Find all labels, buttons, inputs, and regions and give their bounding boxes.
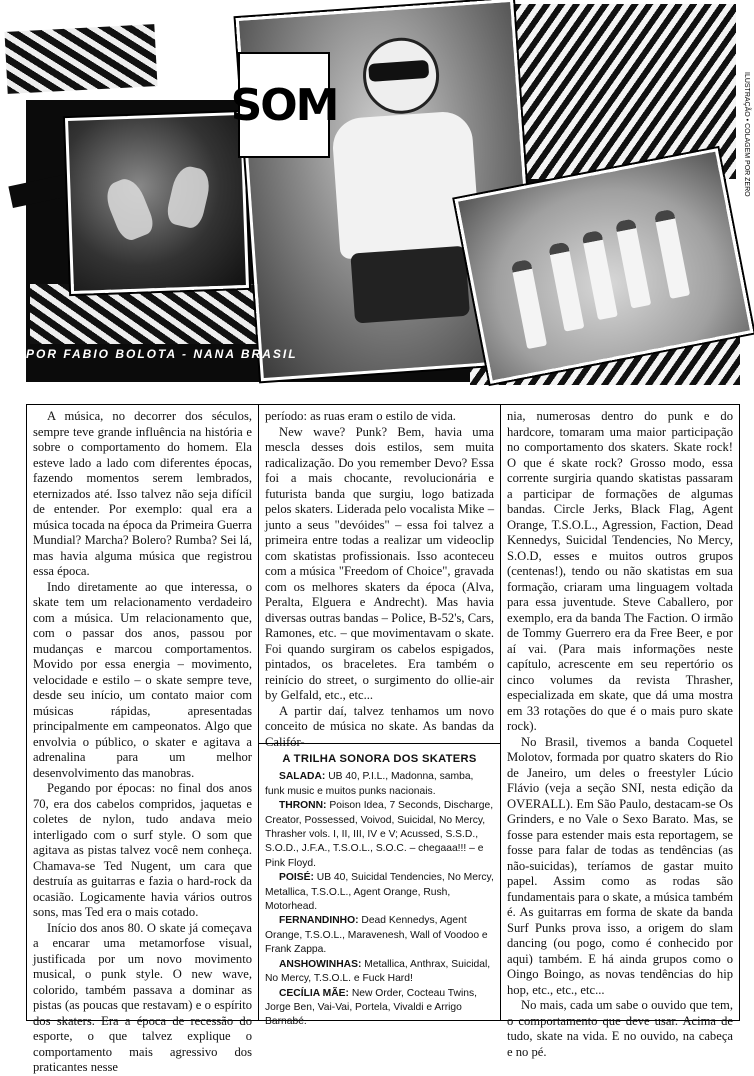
paragraph: período: as ruas eram o estilo de vida. [265,409,456,423]
skater-figure [548,241,584,331]
paragraph: nia, numerosas dentro do punk e do hardcore, tomaram uma maior participação no comportamento dos skaters. Skate rock! O que é skate rock? Grosso modo, essa corrente surgiria quando skatistas passaram a participar de formações de algumas bandas. Circle Jerks, Black Flag, Agent Orange, T.S.O.L., Agression, Faction, Dead Kennedys, Suicidal Tendencies, No Mercy, S.O.D, esses e muitos outros grupos (centenas!), tendo ou não skatistas em sua formação, criaram uma linguagem voltada para essa juventude. Steve Caballero, por exemplo, era da banda The Faction. O irmão de Tommy Guerrero era da Free Beer, e por aí vai. (Para mais informações neste capítulo, acrescente em seu repertório os cinco volumes da revista Thrasher, especializada em skate, que dá uma mostra em 33 rotações do que é o mais puro skate rock). [507,409,733,733]
skater-figure [511,259,547,349]
skater-figure [615,218,651,308]
skater-figure [581,230,617,320]
text-column-2 [259,405,501,1028]
entry-text: Dead Kennedys, Agent Orange, T.S.O.L., Maravenesh, Wall of Voodoo e Frank Zappa. [265,915,488,956]
entry-text: Metallica, Anthrax, Suicidal, No Mercy, T.S.O.L. e Fuck Hard! [265,958,491,985]
box-entry [265,871,494,914]
paragraph: A partir daí, talvez tenhamos um novo conceito de música no skate. As bandas da Califór- [265,703,494,749]
box-title: A TRILHA SONORA DOS SKATERS [282,753,477,765]
article-body [26,404,740,1074]
paragraph: Início dos anos 80. O skate já começava a encarar uma metamorfose visual, justificada por um novo movimento musical, o punk style. O new wave, colorido, também passava a dominar as pistas (as poucas que restavam) e o espírito dos skaters. Era a época de recessão do esporte, o que talvez explique o comportamento mais agressivo dos praticantes nesse [33,920,252,1074]
photo-collage [0,0,754,398]
paragraph: No mais, cada um sabe o ouvido que tem, o comportamento que deve usar. Acima de tudo, skate na vida. E no ouvido, na cabeça e no pé. [507,998,733,1059]
illustration-credit: ILUSTRAÇÃO • COLAGEM POR ZERO [743,72,750,197]
box-entry [265,770,494,799]
entry-name: ANSHOWINHAS: [279,958,362,970]
paragraph: A música, no decorrer dos séculos, sempre teve grande influência na história e sobre o comportamento do homem. Ela esteve lado a lado com diferentes épocas, fazendo momentos serem lembrados, eternizados até. Isso talvez não seja difícil de entender. Por exemplo: qual era a música tocada na época da Primeira Guerra Mundial? Marcha? Bolero? Rumba? Sei lá, mas havia alguma música que registrou essa época. [33,409,252,578]
entry-name: SALADA: [279,771,326,783]
byline: POR FABIO BOLOTA - NANA BRASIL [26,347,298,361]
zebra-pattern-left [30,284,260,344]
entry-text: UB 40, P.I.L., Madonna, samba, funk music e muitos punks nacionais. [265,771,474,797]
hands-photo [65,112,249,294]
text-column-3 [501,405,739,1059]
skater-shirt [331,110,480,259]
paragraph: No Brasil, tivemos a banda Coquetel Molotov, formada por quatro skaters do Rio de Janeiro, um deles o freestyler Lúcio Flávio (veja a seção SNI, nesta edição da OVERALL). Em São Paulo, destacam-se Os Grinders, e no Vale o Sexo Barato. Mas, se fosse para estender mais esta reportagem, se fosse para falar de todas as tendências (as não-suicidas), teríamos de gastar muito papel. Assim como as rodas são fundamentais para o skate, a música também é. As guitarras em forma de skate da banda Surf Punks prova isso, a origem do slam dancing (ou pogo, como é conhecido por aqui) também. E há ainda grupos como o Oingo Boingo, as novas tendências do hip hop, etc., etc., etc... [507,734,733,997]
text-column-1 [27,405,259,1074]
soundtrack-box [259,743,500,1028]
box-entry [265,914,494,957]
entry-text: UB 40, Suicidal Tendencies, No Mercy, Metallica, T.S.O.L., Agent Orange, Rush, Motorhead. [265,872,494,913]
paragraph: New wave? Punk? Bem, havia uma mescla desses dois estilos, sem muita radicalização. Do you remember Devo? Essa foi a mais chocante, revolucionária e futurista banda que surgiu, logo batizada pelos skaters. Liderada pelo vocalista Mike – junto a seus "devóides" – essa foi talvez a primeira entre todas a realizar um videoclip com skatistas profissionais. Isso aconteceu com a música "Freedom of Choice", gravada com os melhores skaters da época (Alva, Peralta, Elguera e Andrecht). Mas havia diversas outras bandas – Police, B-52's, Cars, Ramones, etc. – que movimentavam o skate. Foi quando surgiram os cabelos espigados, pintados, os braceletes. Era também o reinício do street, o surgimento do ollie-air by Gelfald, etc., etc... [265,424,494,702]
paragraph: Pegando por épocas: no final dos anos 70, era dos cabelos compridos, jaquetas e coletes de nylon, tudo andava meio interligado com o surf style. O som que agitava as pistas talvez você nem conheça. Chamava-se Ted Nugent, um cara que destruía as guitarras e fazia o hard-rock da ocasião. Logicamente havia vários outros sons, mas Ted era o mais cotado. [33,781,252,919]
box-entry [265,958,494,987]
page-title: SOM [230,79,338,131]
right-hand-shape [165,164,214,231]
box-entry [265,799,494,871]
entry-text: Poison Idea, 7 Seconds, Discharge, Creator, Possessed, Voivod, Suicidal, No Mercy, Thrasher vols. I, II, III, IV e V; Acussed, S.S.D., S.O.D., J.F.A., T.S.O.L., S.O.C. – chegaaa!!! – e Pink Floyd. [265,800,494,869]
entry-name: THRONN: [279,800,327,812]
skater-figure [654,209,690,299]
entry-name: POISÉ: [279,872,314,884]
entry-name: CECÍLIA MÃE: [279,987,349,999]
section-title-box [230,52,338,158]
skater-pants [350,246,470,324]
box-entry [265,987,494,1030]
zebra-pattern-top-left [4,24,157,94]
paragraph: Indo diretamente ao que interessa, o skate tem um relacionamento verdadeiro com a música. Um relacionamento que, com o passar dos anos, passou por mudanças e marcou comportamentos. Movido por essa energia – movimento, velocidade e estilo – o skate sempre teve, desde seu início, um contato maior com músicas rápidas, apresentadas principalmente em campeonatos. Algo que envolvia o público, o skater e agitava a adrenalina para um melhor desenvolvimento das manobras. [33,579,252,780]
left-hand-shape [101,174,157,243]
entry-text: New Order, Cocteau Twins, Jorge Ben, Vai-Vai, Portela, Vivaldi e Arrigo Barnabé. [265,987,477,1028]
entry-name: FERNANDINHO: [279,915,359,927]
